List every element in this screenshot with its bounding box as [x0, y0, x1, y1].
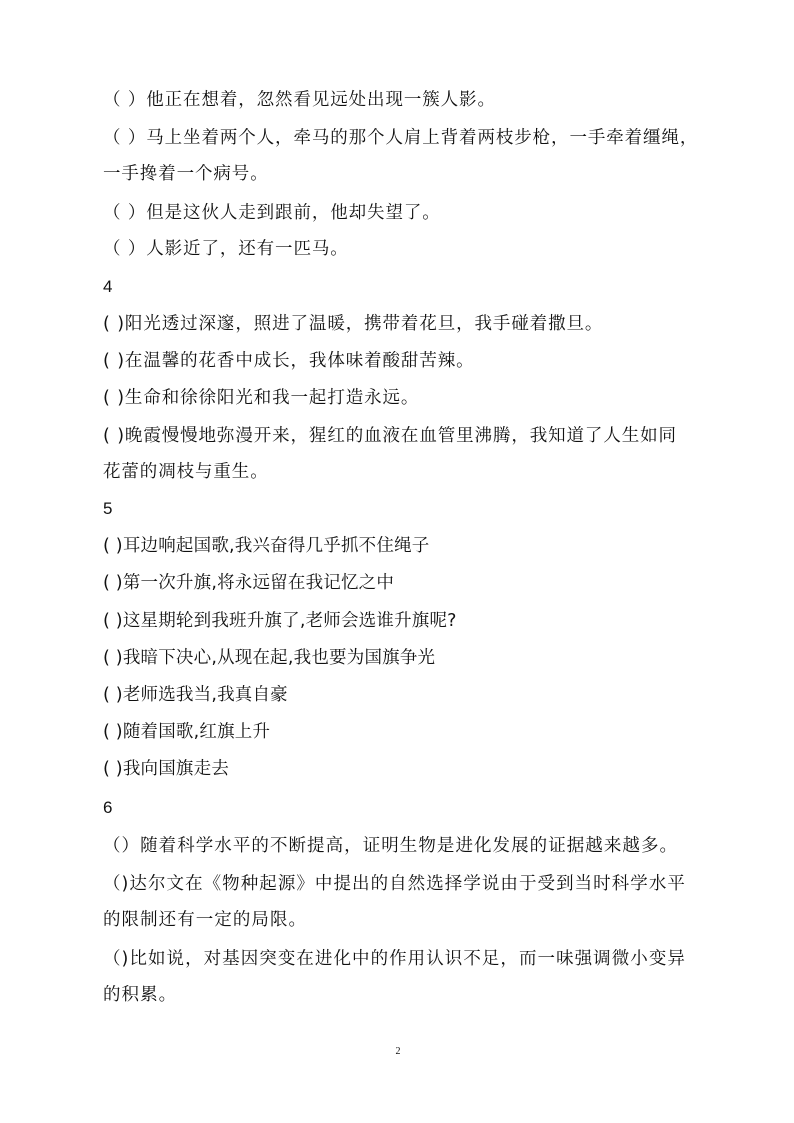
s5-line-3: ( )这星期轮到我班升旗了,老师会选谁升旗呢?: [103, 611, 457, 631]
s3-line-4: （ ）但是这伙人走到跟前，他却失望了。: [103, 203, 441, 223]
s3-line-5: （ ）人影近了，还有一匹马。: [103, 239, 349, 259]
s4-line-1: ( )阳光透过深邃，照进了温暖，携带着花旦，我手碰着撒旦。: [103, 314, 604, 334]
s6-line-4: （)比如说，对基因突变在进化中的作用认识不足，而一味强调微小变异: [103, 949, 686, 969]
s4-line-3: ( )生命和徐徐阳光和我一起打造永远。: [103, 388, 420, 408]
s5-line-5: ( )老师选我当,我真自豪: [103, 685, 288, 705]
s6-line-3: 的限制还有一定的局限。: [103, 910, 308, 930]
section-5-number: 5: [103, 499, 113, 518]
s6-line-1: （）随着科学水平的不断提高，证明生物是进化发展的证据越来越多。: [103, 836, 679, 856]
s4-line-2: ( )在温馨的花香中成长，我体味着酸甜苦辣。: [103, 351, 475, 371]
section-4-number: 4: [103, 277, 113, 296]
section-6-number: 6: [103, 798, 113, 817]
s5-line-1: ( )耳边响起国歌,我兴奋得几乎抓不住绳子: [103, 536, 430, 556]
s6-line-5: 的积累。: [103, 985, 178, 1005]
s5-line-2: ( )第一次升旗,将永远留在我记忆之中: [103, 573, 395, 593]
s3-line-2: （ ）马上坐着两个人，牵马的那个人肩上背着两枝步枪，一手牵着缰绳，: [103, 128, 699, 148]
s3-line-3: 一手搀着一个病号。: [103, 164, 269, 184]
s5-line-7: ( )我向国旗走去: [103, 759, 230, 779]
s3-line-1: （ ）他正在想着，忽然看见远处出现一簇人影。: [103, 90, 496, 110]
s5-line-4: ( )我暗下决心,从现在起,我也要为国旗争光: [103, 648, 436, 668]
s4-line-5: 花蕾的凋枝与重生。: [103, 462, 269, 482]
page-number: 2: [395, 1046, 401, 1057]
s5-line-6: ( )随着国歌,红旗上升: [103, 722, 271, 742]
s4-line-4: ( )晚霞慢慢地弥漫开来，猩红的血液在血管里沸腾，我知道了人生如同: [103, 426, 677, 446]
s6-line-2: （)达尔文在《物种起源》中提出的自然选择学说由于受到当时科学水平: [103, 874, 686, 894]
